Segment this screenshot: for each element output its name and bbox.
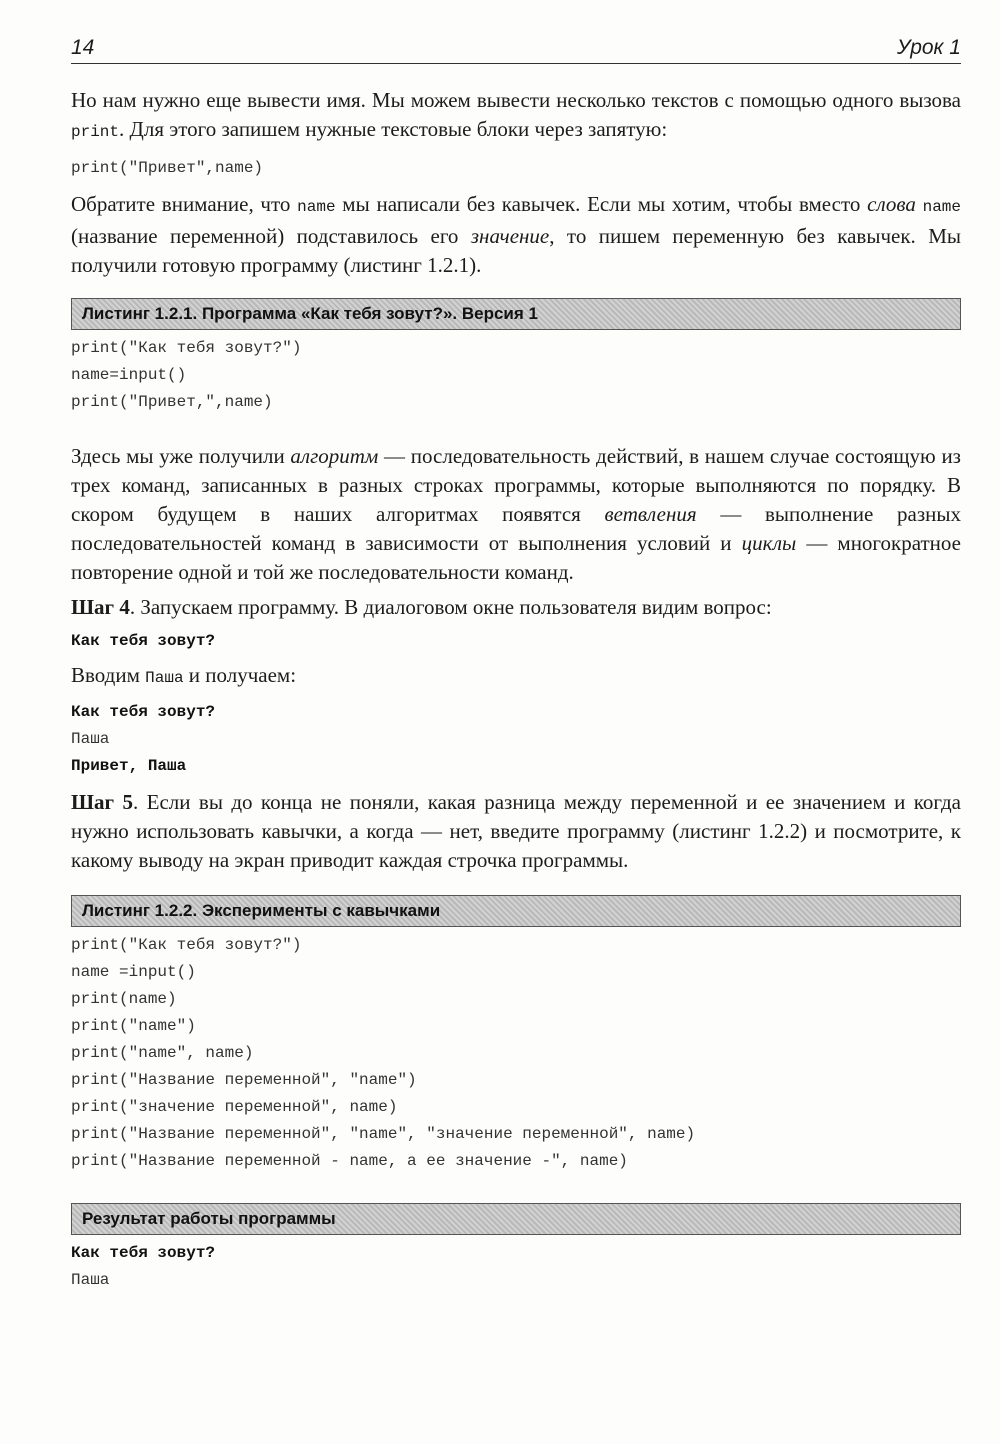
output-question: Как тебя зовут?	[71, 632, 216, 650]
output-line: Паша	[71, 1271, 110, 1289]
code-example-print: print("Привет",name)	[71, 159, 264, 177]
listing-1-code	[71, 335, 961, 416]
code-line: print("Как тебя зовут?")	[71, 936, 302, 954]
code-line: print("name", name)	[71, 1044, 254, 1062]
listing-2-code	[71, 932, 961, 1175]
code-line: name =input()	[71, 963, 196, 981]
paragraph-enter-name: Вводим Паша и получаем:	[71, 663, 297, 687]
code-line: print("значение переменной", name)	[71, 1098, 398, 1116]
step-5-label: Шаг 5	[71, 790, 133, 814]
page-number: 14	[71, 36, 95, 59]
result-output	[71, 1240, 961, 1294]
listing-2-title: Листинг 1.2.2. Эксперименты с кавычками	[71, 895, 961, 927]
paragraph-quotes-note: Обратите внимание, что name мы написали без кавычек. Если мы хотим, чтобы вместо слова name (название переменной) подставилось его значение, то пишем переменную без кавычек. Мы получили готовую программу (листинг 1.2.1).	[71, 192, 961, 277]
output-line: Как тебя зовут?	[71, 703, 216, 721]
output-line: Привет, Паша	[71, 757, 187, 775]
code-line: print("Название переменной", "name", "значение переменной", name)	[71, 1125, 696, 1143]
code-line: print("Как тебя зовут?")	[71, 339, 302, 357]
result-title: Результат работы программы	[71, 1203, 961, 1235]
output-line: Паша	[71, 730, 110, 748]
program-output	[71, 699, 961, 780]
page-header	[71, 36, 961, 64]
code-line: print("Название переменной - name, а ее значение -", name)	[71, 1152, 628, 1170]
paragraph-print-multiple: Но нам нужно еще вывести имя. Мы можем вывести несколько текстов с помощью одного вызова print. Для этого запишем нужные текстовые блоки через запятую:	[71, 88, 961, 141]
code-line: name=input()	[71, 366, 187, 384]
paragraph-step-5: Шаг 5. Если вы до конца не поняли, какая разница между переменной и ее значением и когда нужно использовать кавычки, а когда — нет, введите программу (листинг 1.2.2) и посмотрите, к какому выводу на экран приводит каждая строчка программы.	[71, 790, 961, 872]
code-line: print("Название переменной", "name")	[71, 1071, 417, 1089]
lesson-title: Урок 1	[897, 36, 961, 59]
code-line: print("Привет,",name)	[71, 393, 273, 411]
code-line: print(name)	[71, 990, 177, 1008]
code-line: print("name")	[71, 1017, 196, 1035]
paragraph-algorithm: Здесь мы уже получили алгоритм — последовательность действий, в нашем случае состоящую из трех команд, записанных в разных строках программы, которые выполняются по порядку. В скором будущем в наших алгоритмах появятся ветвления — выполнение разных последовательностей команд в зависимости от выполнения условий и циклы — многократное повторение одной и той же последовательности команд.	[71, 444, 961, 584]
step-4-label: Шаг 4	[71, 595, 130, 619]
inline-code-print: print	[71, 123, 120, 141]
listing-1-title: Листинг 1.2.1. Программа «Как тебя зовут?». Версия 1	[71, 298, 961, 330]
paragraph-step-4: Шаг 4. Запускаем программу. В диалоговом окне пользователя видим вопрос:	[71, 595, 772, 619]
book-page	[71, 36, 961, 1294]
output-line: Как тебя зовут?	[71, 1244, 216, 1262]
